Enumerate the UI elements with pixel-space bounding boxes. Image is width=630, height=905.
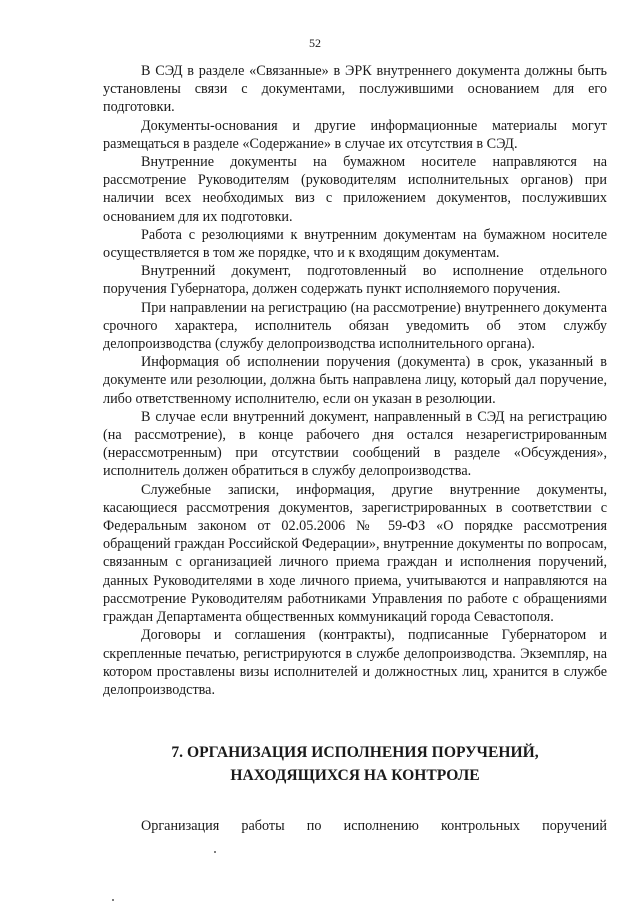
section-heading [103, 741, 607, 787]
scan-speck [214, 851, 216, 853]
paragraph-resolutions: Работа с резолюциями к внутренним документам на бумажном носителе осуществляется в том же порядке, что и к входящим документам. [103, 226, 607, 262]
paragraph-urgent-documents: При направлении на регистрацию (на рассмотрение) внутреннего документа срочного характера, исполнитель обязан уведомить об этом службу делопроизводства (службу делопроизводства исполнительного органа). [103, 299, 607, 353]
section-heading-line-2: НАХОДЯЩИХСЯ НА КОНТРОЛЕ [230, 767, 480, 785]
paragraph-related-links: В СЭД в разделе «Связанные» в ЭРК внутреннего документа должны быть установлены связи с документами, послужившими основанием для его подготовки. [103, 63, 607, 116]
paragraph-unregistered: В случае если внутренний документ, направленный в СЭД на регистрацию (на рассмотрение), в конце рабочего дня остался незарегистрированным (нерассмотренным) при отсутствии сообщений в разделе «Обсуждения», исполнитель должен обратиться в службу делопроизводства. [103, 408, 607, 480]
paragraph-basis-documents: Документы-основания и другие информационные материалы могут размещаться в разделе «Содержание» в случае их отсутствия в СЭД. [103, 117, 607, 152]
document-body [103, 62, 607, 835]
paragraph-governor-orders: Внутренний документ, подготовленный во исполнение отдельного поручения Губернатора, должен содержать пункт исполняемого поручения. [103, 263, 607, 298]
paragraph-service-notes: Служебные записки, информация, другие внутренние документы, касающиеся рассмотрения документов, зарегистрированных в соответствии с Федеральным законом от 02.05.2006 № 59-ФЗ «О порядке рассмотрения обращений граждан Российской Федерации», внутренние документы по вопросам, связанным с организацией личного приема граждан и исполнения поручений, данных Руководителями в ходе личного приема, учитываются и направляются на рассмотрение Руководителям работниками Управления по работе с обращениями граждан Департамента общественных коммуникаций города Севастополя. [103, 481, 607, 626]
paragraph-execution-info: Информация об исполнении поручения (документа) в срок, указанный в документе или резолюции, должна быть направлена лицу, который дал поручение, либо ответственному исполнителю, если он указан в резолюции. [103, 354, 607, 407]
paragraph-paper-documents: Внутренние документы на бумажном носителе направляются на рассмотрение Руководителям (руководителям исполнительных органов) при наличии всех необходимых виз с приложением документов, послуживших основанием для их подготовки. [103, 154, 607, 225]
paragraph-contracts: Договоры и соглашения (контракты), подписанные Губернатором и скрепленные печатью, регистрируются в службе делопроизводства. Экземпляр, на котором проставлены визы исполнителей и должностных лиц, хранится в службе делопроизводства. [103, 627, 607, 698]
section-heading-line-1: 7. ОРГАНИЗАЦИЯ ИСПОЛНЕНИЯ ПОРУЧЕНИЙ, [171, 744, 539, 762]
scan-speck [112, 899, 114, 901]
paragraph-control-orders: Организация работы по исполнению контрольных поручений [141, 818, 607, 835]
page-number: 52 [309, 36, 321, 50]
